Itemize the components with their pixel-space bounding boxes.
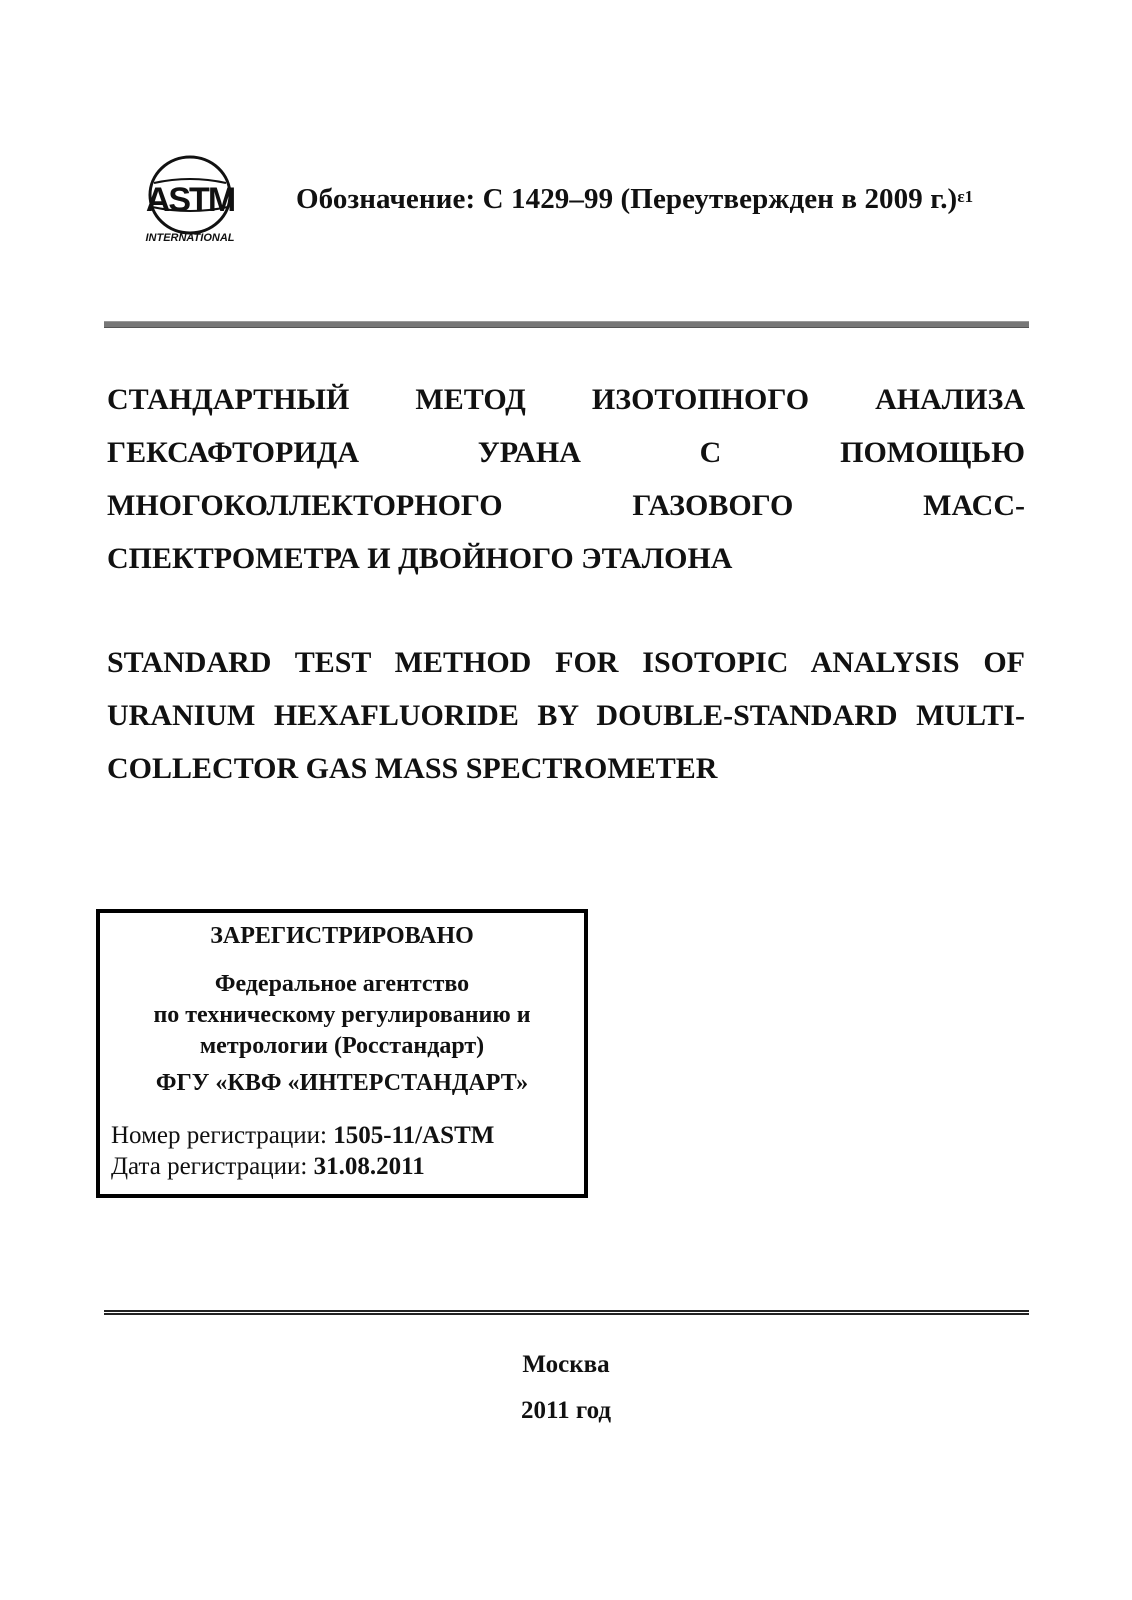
title-russian: СТАНДАРТНЫЙ МЕТОД ИЗОТОПНОГО АНАЛИЗА ГЕКСАФТОРИДА УРАНА С ПОМОЩЬЮ МНОГОКОЛЛЕКТОРНОГО ГАЗОВОГО МАСС-СПЕКТРОМЕТРА И ДВОЙНОГО ЭТАЛОНА — [107, 383, 1025, 575]
year-label: 2011 год — [520, 1397, 612, 1424]
registration-date-label: Дата регистрации: — [111, 1153, 308, 1180]
agency-line-2: по техническому регулированию и — [153, 1002, 531, 1028]
city-label: Москва — [522, 1351, 610, 1378]
designation-text: Обозначение: С 1429–99 (Переутвержден в 2009 г.) — [296, 183, 958, 215]
title-english: STANDARD TEST METHOD FOR ISOTOPIC ANALYSIS OF URANIUM HEXAFLUORIDE BY DOUBLE-STANDARD MULTI-COLLECTOR GAS MASS SPECTROMETER — [107, 646, 1025, 785]
registration-heading: ЗАРЕГИСТРИРОВАНО — [210, 923, 474, 949]
designation-superscript: ε1 — [957, 187, 974, 206]
agency-line-1: Федеральное агентство — [214, 971, 470, 997]
designation-line — [296, 183, 973, 216]
registration-number-value: 1505-11/ASTM — [333, 1122, 495, 1149]
registration-date — [111, 1153, 425, 1181]
registration-stamp — [96, 909, 588, 1198]
logo-text: ASTM — [145, 181, 235, 219]
top-divider — [104, 321, 1029, 328]
registration-organization: ФГУ «КВФ «ИНТЕРСТАНДАРТ» — [155, 1070, 529, 1096]
registration-date-value: 31.08.2011 — [313, 1153, 425, 1180]
logo-subtext: INTERNATIONAL — [145, 232, 235, 244]
astm-logo — [140, 153, 240, 245]
registration-number — [111, 1122, 494, 1150]
registration-number-label: Номер регистрации: — [111, 1122, 327, 1149]
bottom-divider — [104, 1310, 1029, 1315]
agency-line-3: метрологии (Росстандарт) — [199, 1033, 485, 1059]
registration-agency — [100, 969, 584, 1062]
